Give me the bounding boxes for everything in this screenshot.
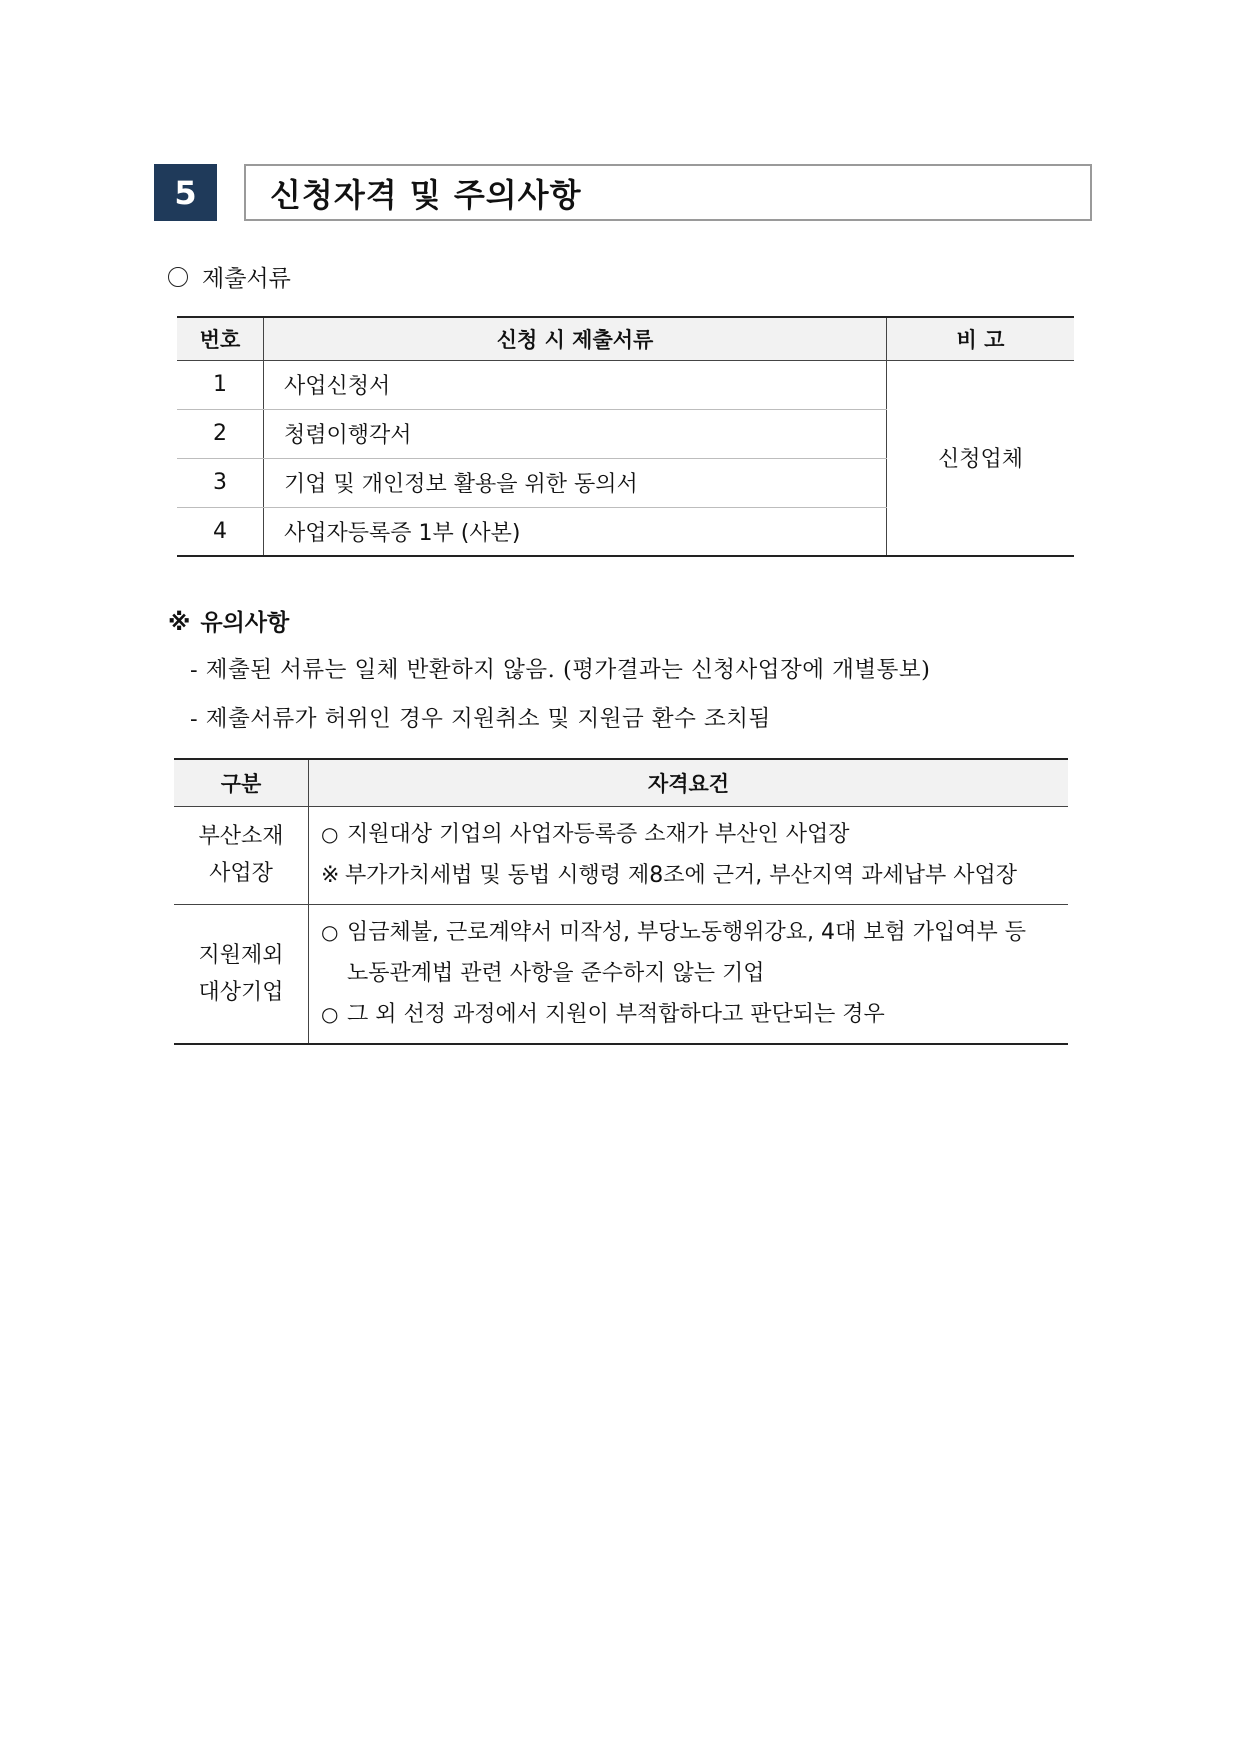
requirement-line — [321, 912, 1068, 953]
caution-item: - 제출서류가 허위인 경우 지원취소 및 지원금 환수 조치됨 — [190, 706, 771, 732]
circle-bullet-icon — [168, 267, 188, 287]
requirement-text: 노동관계법 관련 사항을 준수하지 않는 기업 — [347, 961, 765, 987]
requirement-line — [321, 953, 1068, 994]
documents-heading — [168, 260, 291, 293]
category-line: 사업장 — [209, 861, 273, 886]
category-line: 대상기업 — [198, 979, 284, 1005]
requirements-cell — [309, 806, 1069, 904]
requirement-text: 임금체불, 근로계약서 미작성, 부당노동행위강요, 4대 보험 가입여부 등 — [347, 920, 1026, 946]
documents-table — [177, 316, 1074, 557]
category-cell — [174, 904, 309, 1044]
category-line: 지원제외 — [198, 942, 284, 968]
table-row — [177, 360, 1074, 409]
requirement-text: 부가가치세법 및 동법 시행령 제8조에 근거, 부산지역 과세납부 사업장 — [345, 863, 1017, 888]
table-row — [174, 904, 1068, 1044]
row-number: 3 — [177, 458, 264, 507]
requirement-line — [321, 994, 1068, 1035]
requirement-line — [321, 855, 1068, 896]
caution-item: - 제출된 서류는 일체 반환하지 않음. (평가결과는 신청사업장에 개별통보) — [190, 657, 931, 683]
circle-bullet-icon: ○ — [321, 920, 339, 945]
requirement-text: 지원대상 기업의 사업자등록증 소재가 부산인 사업장 — [347, 822, 850, 847]
reference-mark-icon: ※ — [168, 610, 191, 636]
category-cell — [174, 806, 309, 904]
row-document: 청렴이행각서 — [264, 409, 887, 458]
header-category: 구분 — [174, 759, 309, 806]
row-number: 4 — [177, 507, 264, 556]
circle-bullet-icon: ○ — [321, 822, 339, 846]
header-number: 번호 — [177, 317, 264, 360]
row-document: 기업 및 개인정보 활용을 위한 동의서 — [264, 458, 887, 507]
caution-heading — [168, 604, 289, 637]
note-cell: 신청업체 — [887, 360, 1075, 556]
row-number: 2 — [177, 409, 264, 458]
category-line: 부산소재 — [198, 824, 284, 849]
table-row — [174, 806, 1068, 904]
circle-bullet-icon: ○ — [321, 1002, 339, 1027]
requirement-line — [321, 814, 1068, 855]
section-title-box — [244, 164, 1092, 221]
row-number: 1 — [177, 360, 264, 409]
section-number: 5 — [154, 164, 217, 221]
requirements-cell — [309, 904, 1069, 1044]
header-note: 비 고 — [887, 317, 1075, 360]
requirements-table — [174, 758, 1068, 1045]
reference-mark-icon: ※ — [321, 863, 340, 888]
row-document: 사업신청서 — [264, 360, 887, 409]
caution-heading-label: 유의사항 — [200, 610, 290, 636]
documents-heading-label: 제출서류 — [202, 266, 291, 292]
section-title: 신청자격 및 주의사항 — [270, 175, 582, 214]
requirement-text: 그 외 선정 과정에서 지원이 부적합하다고 판단되는 경우 — [347, 1002, 885, 1028]
row-document: 사업자등록증 1부 (사본) — [264, 507, 887, 556]
header-documents: 신청 시 제출서류 — [264, 317, 887, 360]
header-requirements: 자격요건 — [309, 759, 1069, 806]
